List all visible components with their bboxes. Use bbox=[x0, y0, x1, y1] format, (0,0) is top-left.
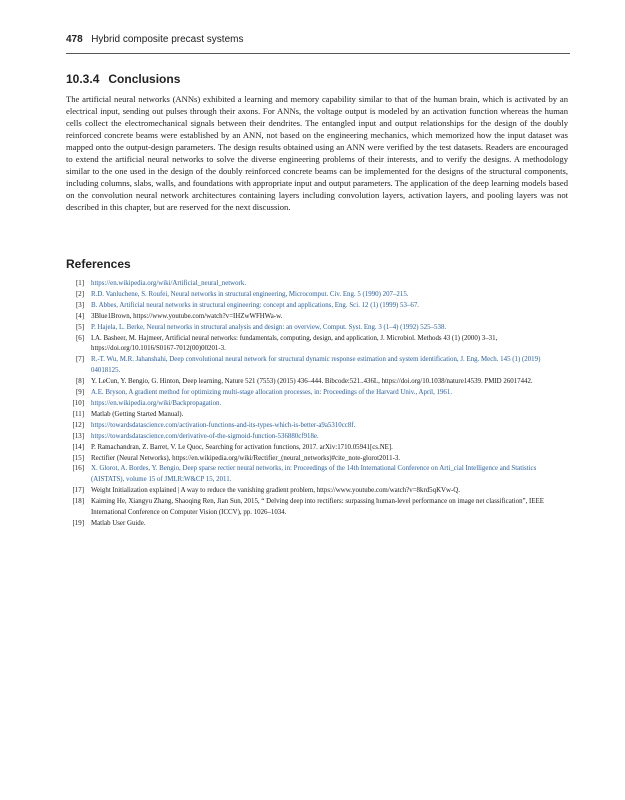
reference-number: [1] bbox=[75, 280, 84, 287]
reference-item bbox=[66, 464, 570, 486]
reference-item bbox=[66, 486, 570, 497]
reference-item bbox=[66, 443, 570, 454]
reference-link[interactable]: A.E. Bryson, A gradient method for optimizing multi-stage allocation processes, in: Proceedings of the Harvard Univ., April, 1961. bbox=[91, 389, 453, 397]
reference-number: [12] bbox=[72, 421, 84, 429]
reference-number: [8] bbox=[75, 378, 84, 386]
reference-text: Rectifier (Neural Networks), https://en.wikipedia.org/wiki/Rectifier_(neural_networks)#cite_note-glorot2011-3. bbox=[91, 454, 401, 462]
reference-item bbox=[66, 519, 570, 530]
reference-list bbox=[66, 279, 570, 530]
reference-item bbox=[66, 312, 570, 323]
reference-item bbox=[66, 290, 570, 301]
reference-text: Matlab (Getting Started Manual). bbox=[91, 410, 184, 418]
reference-text: Y. LeCun, Y. Bengio, G. Hinton, Deep learning, Nature 521 (7553) (2015) 436–444. Bibcode:521..436L, https://doi.org/10.1038/nature14539. PMID 26017442. bbox=[91, 378, 533, 386]
reference-number: [5] bbox=[75, 323, 84, 331]
reference-number: [11] bbox=[72, 410, 84, 418]
reference-number: [10] bbox=[72, 399, 84, 407]
reference-link[interactable]: P. Hajela, L. Berke, Neural networks in structural analysis and design: an overview, Comput. Syst. Eng. 3 (1–4) (1992) 525–538. bbox=[91, 323, 447, 331]
reference-link[interactable]: R.-T. Wu, M.R. Jahanshahi, Deep convolutional neural network for structural dynamic response estimation and system identification, J. Eng. Mech. 145 (1) (2019) 04018125. bbox=[91, 356, 541, 375]
reference-text: 3Blue1Brown, https://www.youtube.com/watch?v=IHZwWFHWa-w. bbox=[91, 312, 283, 320]
reference-item bbox=[66, 421, 570, 432]
reference-text: Matlab User Guide. bbox=[91, 519, 146, 527]
reference-number: [2] bbox=[75, 290, 84, 298]
reference-number: [17] bbox=[72, 487, 84, 495]
conclusions-paragraph: The artificial neural networks (ANNs) exhibited a learning and memory capability similar to that of the human brain, which is activated by an electrical input, sending out pulses through their axons. For ANNs, the voltage output is modeled by an activation function whereas the human cells collect the electromechanical signals between their dendrites. The entangled input and output relationships for the design of the doubly reinforced concrete beams were established by an ANN, not based on the engineering mechanics, which memorized how the input dataset was mapped onto the output-design parameters. The design results obtained using an ANN were verified by the test datasets. Readers are encouraged to extend the artificial neural networks to solve the diverse engineering problems of their interests, and to verify the designs. A methodology similar to the one used in the design of the doubly reinforced concrete beams can be implemented for the designs of the structural components, including columns, slabs, walls, and foundations with appropriate input and output parameters. The application of the deep learning models based on the convolution neural network architectures containing layers including convolution layers, activation layers, and pooling layers was not described in this chapter, but are reserved for the next discussion. bbox=[66, 94, 568, 213]
reference-item bbox=[66, 301, 570, 312]
reference-text: Weight Initialization explained | A way to reduce the vanishing gradient problem, https://www.youtube.com/watch?v=8krd5qKVw-Q. bbox=[91, 487, 460, 495]
reference-item bbox=[66, 454, 570, 465]
reference-link[interactable]: B. Abbes, Artificial neural networks in structural engineering: concept and applications, Eng. Sci. 12 (1) (1999) 53–67. bbox=[91, 301, 419, 309]
reference-number: [6] bbox=[75, 334, 84, 342]
references-heading: References bbox=[66, 257, 131, 271]
reference-link[interactable]: https://towardsdatascience.com/activation-functions-and-its-types-which-is-better-a9a5310cc8f. bbox=[91, 421, 356, 429]
reference-item bbox=[66, 497, 570, 519]
section-heading bbox=[66, 72, 180, 86]
reference-link[interactable]: https://towardsdatascience.com/derivative-of-the-sigmoid-function-536880cf918e. bbox=[91, 432, 319, 440]
running-head bbox=[66, 34, 243, 45]
reference-number: [19] bbox=[72, 519, 84, 527]
reference-item bbox=[66, 410, 570, 421]
reference-item bbox=[66, 279, 570, 290]
reference-text: P. Ramachandran, Z. Barret, V. Le Quoc, Searching for activation functions, 2017. arXiv:1710.05941[cs.NE]. bbox=[91, 443, 393, 451]
reference-item bbox=[66, 355, 570, 377]
header-rule bbox=[66, 53, 570, 54]
reference-item bbox=[66, 399, 570, 410]
page-number: 478 bbox=[66, 34, 83, 45]
reference-link[interactable]: X. Glorot, A. Bordes, Y. Bengio, Deep sparse rectier neural networks, in: Proceedings of the 14th International Conference on Arti_cial Intelligence and Statistics (AISTATS), volume 15 of JMLR:W&CP 15, 2011. bbox=[91, 465, 537, 484]
reference-number: [9] bbox=[75, 389, 84, 397]
reference-item bbox=[66, 388, 570, 399]
reference-number: [14] bbox=[72, 443, 84, 451]
reference-item bbox=[66, 377, 570, 388]
reference-number: [15] bbox=[72, 454, 84, 462]
reference-number: [4] bbox=[75, 312, 84, 320]
reference-item bbox=[66, 323, 570, 334]
reference-number: [16] bbox=[72, 465, 84, 473]
reference-text: Kaiming He, Xiangyu Zhang, Shaoqing Ren, Jian Sun, 2015, “ Delving deep into rectifiers: surpassing human-level performance on image net classification”, IEEE International Conference on Computer Vision (ICCV), pp. 1026–1034. bbox=[91, 498, 544, 517]
reference-link[interactable]: R.D. Vanluchene, S. Roufei, Neural networks in structural engineering, Microcomput. Civ. Eng. 5 (1990) 207–215. bbox=[91, 290, 409, 298]
reference-number: [3] bbox=[75, 301, 84, 309]
running-head-title: Hybrid composite precast systems bbox=[91, 34, 244, 45]
reference-item bbox=[66, 432, 570, 443]
section-number: 10.3.4 bbox=[66, 72, 100, 86]
reference-number: [13] bbox=[72, 432, 84, 440]
reference-number: [18] bbox=[72, 498, 84, 506]
reference-link[interactable]: https://en.wikipedia.org/wiki/Artificial_neural_network. bbox=[91, 280, 247, 287]
reference-link[interactable]: https://en.wikipedia.org/wiki/Backpropagation. bbox=[91, 399, 222, 407]
section-title: Conclusions bbox=[108, 72, 181, 86]
reference-text: I.A. Basheer, M. Hajmeer, Artificial neural networks: fundamentals, computing, design, and application, J. Microbiol. Methods 43 (1) (2000) 3–31, https://doi.org/10.1016/S0167-7012(00)00201-3. bbox=[91, 334, 498, 353]
reference-item bbox=[66, 334, 570, 356]
reference-number: [7] bbox=[75, 356, 84, 364]
